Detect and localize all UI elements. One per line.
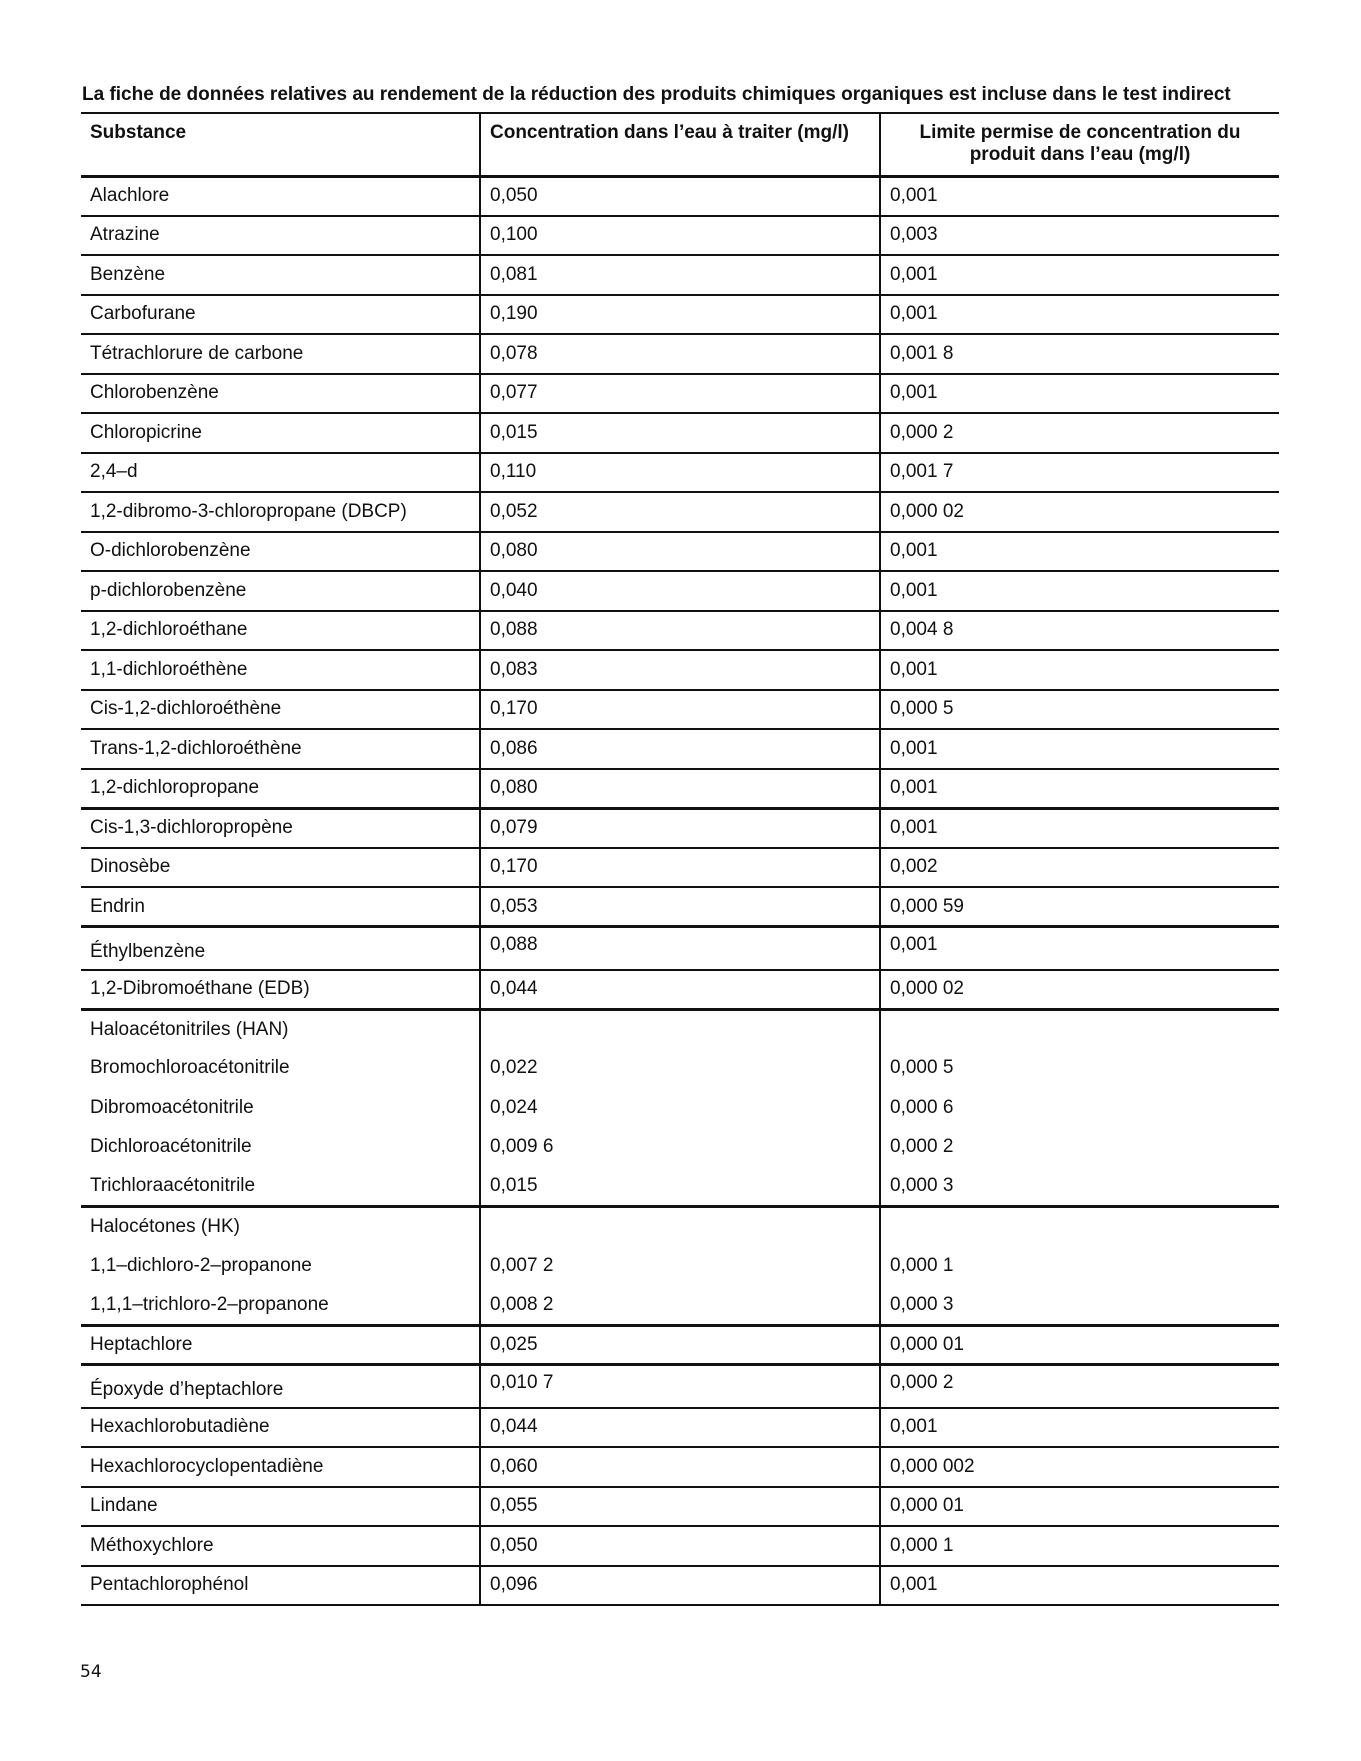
table-row [81, 1325, 1279, 1365]
cell-limit: 0,003 [880, 216, 1279, 256]
cell-substance: Halocétones (HK) [81, 1207, 480, 1247]
cell-limit: 0,001 7 [880, 453, 1279, 493]
table-row [81, 1286, 1279, 1326]
cell-limit: 0,000 3 [880, 1167, 1279, 1207]
cell-concentration: 0,080 [480, 532, 880, 572]
cell-concentration [480, 1009, 880, 1049]
cell-concentration: 0,044 [480, 1408, 880, 1448]
table-row [81, 1009, 1279, 1049]
cell-substance: Trans-1,2-dichloroéthène [81, 729, 480, 769]
cell-limit: 0,004 8 [880, 611, 1279, 651]
table-row [81, 1128, 1279, 1168]
cell-substance: 1,1–dichloro-2–propanone [81, 1246, 480, 1286]
cell-concentration: 0,055 [480, 1487, 880, 1527]
table-row [81, 413, 1279, 453]
table-row [81, 334, 1279, 374]
column-header-limit: Limite permise de concentration du produit dans l’eau (mg/l) [880, 113, 1279, 176]
cell-substance: 2,4–d [81, 453, 480, 493]
table-row [81, 571, 1279, 611]
cell-limit: 0,000 002 [880, 1447, 1279, 1487]
cell-concentration: 0,170 [480, 690, 880, 730]
cell-limit: 0,001 [880, 808, 1279, 848]
cell-limit: 0,001 [880, 769, 1279, 809]
cell-concentration: 0,007 2 [480, 1246, 880, 1286]
cell-substance: Pentachlorophénol [81, 1566, 480, 1606]
cell-substance: O-dichlorobenzène [81, 532, 480, 572]
cell-substance: Atrazine [81, 216, 480, 256]
cell-substance: Cis-1,2-dichloroéthène [81, 690, 480, 730]
table-row [81, 927, 1279, 970]
cell-limit: 0,001 [880, 1566, 1279, 1606]
cell-concentration: 0,010 7 [480, 1365, 880, 1408]
page-number: 54 [80, 1662, 102, 1682]
cell-limit: 0,001 [880, 295, 1279, 335]
cell-concentration: 0,086 [480, 729, 880, 769]
cell-limit: 0,001 8 [880, 334, 1279, 374]
table-row [81, 453, 1279, 493]
cell-substance: Dibromoacétonitrile [81, 1088, 480, 1128]
cell-limit: 0,000 02 [880, 492, 1279, 532]
cell-concentration: 0,079 [480, 808, 880, 848]
cell-concentration [480, 1207, 880, 1247]
page-title: La fiche de données relatives au rendement de la réduction des produits chimiques organiques est incluse dans le test indirect [82, 84, 1231, 105]
table-row [81, 611, 1279, 651]
table-row [81, 769, 1279, 809]
table-row [81, 374, 1279, 414]
cell-concentration: 0,050 [480, 1526, 880, 1566]
cell-limit [880, 1207, 1279, 1247]
table-row [81, 295, 1279, 335]
cell-concentration: 0,170 [480, 848, 880, 888]
cell-substance: Bromochloroacétonitrile [81, 1049, 480, 1089]
table-row [81, 255, 1279, 295]
cell-substance: Lindane [81, 1487, 480, 1527]
cell-concentration: 0,015 [480, 1167, 880, 1207]
cell-limit: 0,000 01 [880, 1325, 1279, 1365]
cell-substance: Hexachlorocyclopentadiène [81, 1447, 480, 1487]
cell-concentration: 0,015 [480, 413, 880, 453]
cell-substance: Époxyde d’heptachlore [81, 1365, 480, 1408]
cell-substance: Heptachlore [81, 1325, 480, 1365]
table-row [81, 1049, 1279, 1089]
table-row [81, 1088, 1279, 1128]
cell-substance: Haloacétonitriles (HAN) [81, 1009, 480, 1049]
column-header-substance: Substance [81, 113, 480, 176]
table-row [81, 216, 1279, 256]
cell-substance: 1,1-dichloroéthène [81, 650, 480, 690]
table-row [81, 808, 1279, 848]
table-row [81, 492, 1279, 532]
cell-concentration: 0,100 [480, 216, 880, 256]
cell-substance: Alachlore [81, 176, 480, 216]
table-row [81, 650, 1279, 690]
cell-substance: Cis-1,3-dichloropropène [81, 808, 480, 848]
cell-substance: Dichloroacétonitrile [81, 1128, 480, 1168]
table-row [81, 887, 1279, 927]
cell-limit: 0,002 [880, 848, 1279, 888]
cell-substance: Tétrachlorure de carbone [81, 334, 480, 374]
column-header-concentration: Concentration dans l’eau à traiter (mg/l) [480, 113, 880, 176]
cell-substance: Endrin [81, 887, 480, 927]
cell-concentration: 0,052 [480, 492, 880, 532]
cell-substance: p-dichlorobenzène [81, 571, 480, 611]
cell-concentration: 0,060 [480, 1447, 880, 1487]
cell-concentration: 0,190 [480, 295, 880, 335]
table-row [81, 690, 1279, 730]
cell-concentration: 0,009 6 [480, 1128, 880, 1168]
cell-limit: 0,000 59 [880, 887, 1279, 927]
cell-concentration: 0,110 [480, 453, 880, 493]
cell-concentration: 0,040 [480, 571, 880, 611]
cell-limit: 0,001 [880, 571, 1279, 611]
cell-limit: 0,001 [880, 374, 1279, 414]
cell-limit: 0,001 [880, 1408, 1279, 1448]
cell-concentration: 0,083 [480, 650, 880, 690]
cell-limit: 0,001 [880, 255, 1279, 295]
table-row [81, 1246, 1279, 1286]
table-row [81, 1408, 1279, 1448]
cell-limit: 0,001 [880, 176, 1279, 216]
cell-concentration: 0,053 [480, 887, 880, 927]
cell-substance: Trichloraacétonitrile [81, 1167, 480, 1207]
cell-limit: 0,000 1 [890, 1254, 954, 1276]
table-row [81, 970, 1279, 1010]
cell-concentration: 0,025 [480, 1325, 880, 1365]
table-row [81, 1566, 1279, 1606]
cell-concentration: 0,044 [480, 970, 880, 1010]
cell-limit: 0,000 3 [880, 1286, 1279, 1326]
cell-concentration: 0,096 [480, 1566, 880, 1606]
cell-substance: 1,2-dichloroéthane [81, 611, 480, 651]
cell-substance: Dinosèbe [81, 848, 480, 888]
cell-limit: 0,001 [880, 532, 1279, 572]
table-row [81, 176, 1279, 216]
cell-concentration: 0,050 [480, 176, 880, 216]
cell-substance: 1,2-dibromo-3-chloropropane (DBCP) [81, 492, 480, 532]
table-row [81, 532, 1279, 572]
cell-limit: 0,000 2 [880, 413, 1279, 453]
cell-substance: Hexachlorobutadiène [81, 1408, 480, 1448]
cell-limit: 0,000 1 [880, 1526, 1279, 1566]
table-row [81, 1207, 1279, 1247]
cell-concentration: 0,024 [480, 1088, 880, 1128]
table-row [81, 1487, 1279, 1527]
cell-concentration: 0,088 [480, 927, 880, 970]
table-row [81, 1526, 1279, 1566]
cell-substance: 1,2-dichloropropane [81, 769, 480, 809]
cell-limit: 0,000 5 [880, 690, 1279, 730]
cell-limit: 0,000 2 [880, 1365, 1279, 1408]
cell-concentration: 0,077 [480, 374, 880, 414]
cell-concentration: 0,008 2 [480, 1286, 880, 1326]
cell-substance: Carbofurane [81, 295, 480, 335]
cell-limit: 0,001 [880, 650, 1279, 690]
cell-substance: 1,2-Dibromoéthane (EDB) [81, 970, 480, 1010]
table-row [81, 1365, 1279, 1408]
cell-substance: Chloropicrine [81, 413, 480, 453]
cell-limit: 0,001 [880, 729, 1279, 769]
cell-limit: 0,000 01 [880, 1487, 1279, 1527]
cell-substance: Méthoxychlore [81, 1526, 480, 1566]
cell-limit: 0,000 02 [880, 970, 1279, 1010]
cell-substance: Chlorobenzène [81, 374, 480, 414]
cell-limit: 0,000 6 [890, 1096, 954, 1118]
cell-substance: Éthylbenzène [81, 927, 480, 970]
table-body [81, 176, 1279, 1605]
organic-chemicals-table [81, 112, 1279, 1606]
cell-concentration: 0,022 [480, 1049, 880, 1089]
cell-limit [880, 1009, 1279, 1049]
table-row [81, 848, 1279, 888]
cell-limit: 0,000 5 [890, 1057, 954, 1079]
cell-concentration: 0,078 [480, 334, 880, 374]
cell-substance: 1,1,1–trichloro-2–propanone [81, 1286, 480, 1326]
table-header-row [81, 113, 1279, 176]
cell-concentration: 0,081 [480, 255, 880, 295]
table-row [81, 729, 1279, 769]
cell-substance: Benzène [81, 255, 480, 295]
cell-concentration: 0,080 [480, 769, 880, 809]
cell-limit: 0,000 2 [890, 1136, 954, 1158]
cell-concentration: 0,088 [480, 611, 880, 651]
table-row [81, 1167, 1279, 1207]
table-row [81, 1447, 1279, 1487]
cell-limit: 0,001 [880, 927, 1279, 970]
